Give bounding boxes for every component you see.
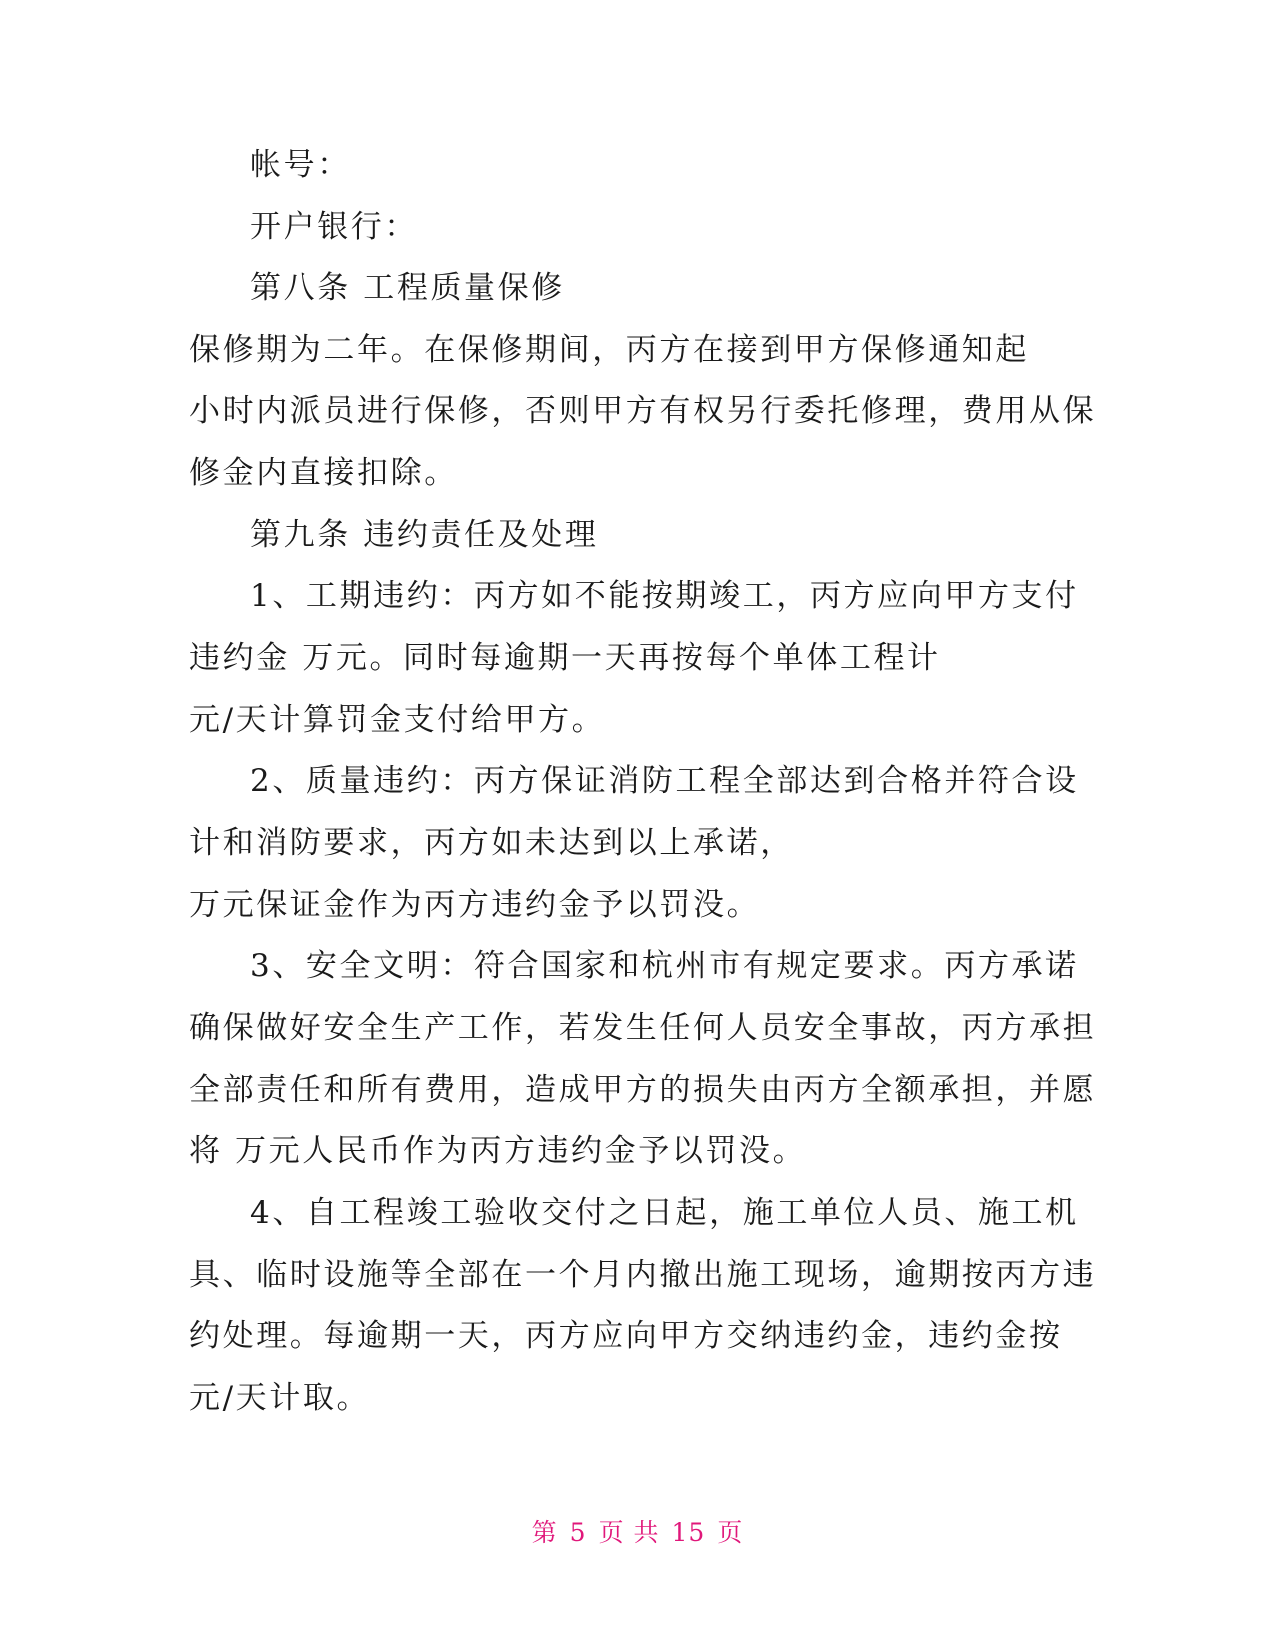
paragraph-line: 保修期为二年。在保修期间，丙方在接到甲方保修通知起 (189, 332, 1029, 368)
paragraph-line: 1、工期违约：丙方如不能按期竣工，丙方应向甲方支付 (250, 578, 1079, 614)
paragraph-line: 3、安全文明：符合国家和杭州市有规定要求。丙方承诺 (250, 948, 1079, 984)
paragraph-line: 小时内派员进行保修，否则甲方有权另行委托修理，费用从保 (189, 393, 1097, 429)
paragraph-line: 修金内直接扣除。 (189, 455, 458, 491)
current-page-number: 5 (569, 1518, 587, 1547)
account-number-line: 帐号： (250, 147, 351, 183)
article-eight-heading: 第八条 工程质量保修 (250, 270, 565, 306)
article-nine-heading: 第九条 违约责任及处理 (250, 517, 599, 553)
paragraph-line: 确保做好安全生产工作，若发生任何人员安全事故，丙方承担 (189, 1010, 1097, 1046)
paragraph-line: 4、自工程竣工验收交付之日起，施工单位人员、施工机 (250, 1195, 1079, 1231)
page-footer (0, 1517, 1275, 1549)
footer-suffix: 页 (717, 1518, 744, 1547)
footer-prefix: 第 (531, 1518, 558, 1547)
footer-middle: 页 共 (598, 1518, 660, 1547)
paragraph-line: 全部责任和所有费用，造成甲方的损失由丙方全额承担，并愿 (189, 1072, 1097, 1108)
paragraph-line: 2、质量违约：丙方保证消防工程全部达到合格并符合设 (250, 763, 1079, 799)
paragraph-line: 万元保证金作为丙方违约金予以罚没。 (189, 887, 761, 923)
paragraph-line: 约处理。每逾期一天，丙方应向甲方交纳违约金，违约金按 (189, 1318, 1063, 1354)
paragraph-line: 违约金 万元。同时每逾期一天再按每个单体工程计 (189, 640, 941, 676)
paragraph-line: 元/天计算罚金支付给甲方。 (189, 702, 606, 738)
paragraph-line: 将 万元人民币作为丙方违约金予以罚没。 (189, 1133, 807, 1169)
paragraph-line: 具、临时设施等全部在一个月内撤出施工现场，逾期按丙方违 (189, 1257, 1097, 1293)
paragraph-line: 元/天计取。 (189, 1380, 371, 1416)
total-page-number: 15 (671, 1518, 706, 1547)
paragraph-line: 计和消防要求，丙方如未达到以上承诺， (189, 825, 794, 861)
bank-name-line: 开户银行： (250, 209, 418, 245)
